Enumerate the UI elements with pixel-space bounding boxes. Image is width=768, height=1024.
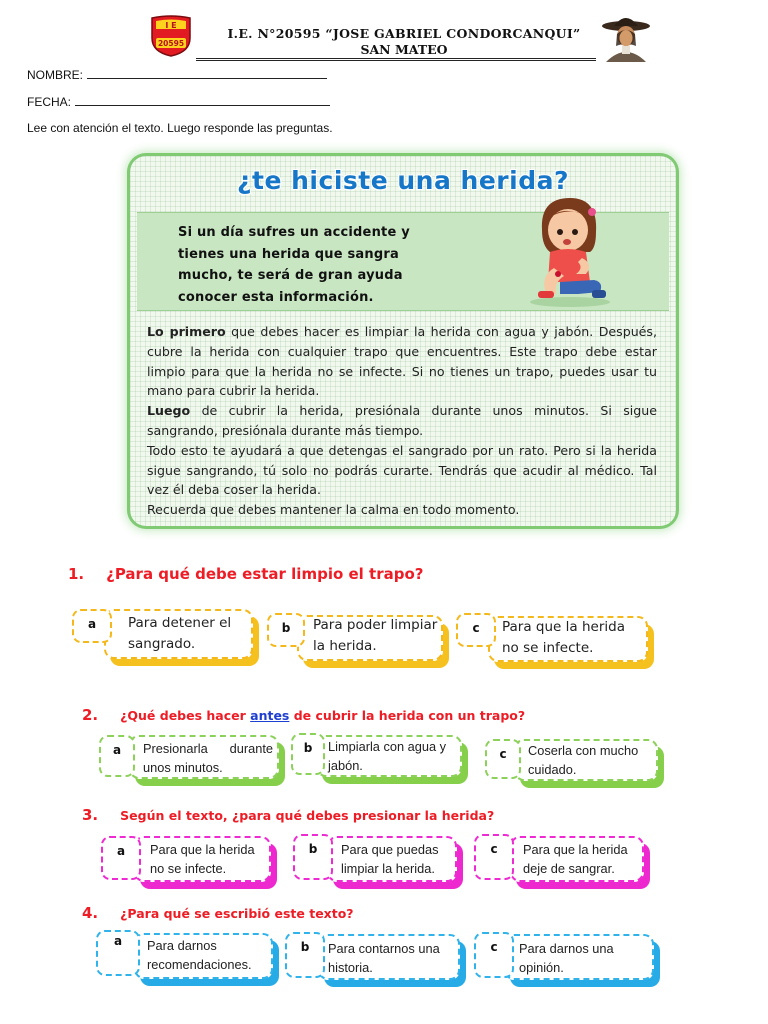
option-2c-text: Coserla con mucho cuidado. bbox=[528, 743, 639, 777]
option-letter-c: c bbox=[474, 932, 514, 978]
option-4c-text: Para darnos una opinión. bbox=[519, 941, 614, 975]
option-3b-text: Para que puedas limpiar la herida. bbox=[341, 842, 439, 876]
option-1c-text: Para que la herida no se infecte. bbox=[502, 619, 625, 656]
name-label: NOMBRE: bbox=[27, 68, 84, 82]
reading-paragraph: Todo esto te ayudará a que detengas el sangrado por un rato. Pero si la herida sigue sangrando, tú solo no podrás curarte. Tendrás que acudir al médico. Tal vez él deba coser la herida. bbox=[147, 442, 657, 498]
question-text: ¿Para qué se escribió este texto? bbox=[120, 906, 354, 921]
question-text: de cubrir la herida con un trapo? bbox=[289, 708, 526, 723]
option-letter-a: a bbox=[101, 836, 141, 880]
school-logo bbox=[146, 14, 196, 58]
svg-text:I E: I E bbox=[165, 21, 177, 30]
option-1b-text: Para poder limpiar la herida. bbox=[313, 617, 438, 654]
question-text: Según el texto, ¿para qué debes presionar la herida? bbox=[120, 808, 495, 823]
reading-paragraph bbox=[147, 401, 657, 441]
date-field[interactable] bbox=[27, 95, 330, 109]
reading-body bbox=[147, 322, 657, 520]
question-number: 3. bbox=[82, 806, 99, 824]
option-letter-a: a bbox=[72, 609, 112, 643]
question-text: ¿Qué debes hacer bbox=[120, 708, 251, 723]
option-letter-b: b bbox=[267, 613, 305, 647]
name-field[interactable] bbox=[27, 68, 327, 82]
option-letter-c: c bbox=[485, 739, 521, 779]
injured-girl-illustration bbox=[520, 190, 615, 310]
question-number: 4. bbox=[82, 904, 99, 922]
reading-title: ¿te hiciste una herida? bbox=[237, 166, 569, 195]
option-letter-b: b bbox=[293, 834, 333, 880]
tupac-amaru-portrait bbox=[596, 12, 656, 62]
school-location: SAN MATEO bbox=[360, 42, 448, 57]
reading-text: que debes hacer es limpiar la herida con agua y jabón. Después, cubre la herida con cualquier trapo que encuentres. Este trapo debe estar limpio para que la herida no se infecte. Si no tienes un trapo, puedes usar tu mano para cubrir la herida. bbox=[147, 324, 657, 399]
question-2 bbox=[82, 706, 525, 724]
question-1 bbox=[68, 565, 423, 583]
option-2a-text: Presionarla durante unos minutos. bbox=[143, 741, 273, 775]
name-line[interactable] bbox=[87, 68, 327, 79]
reading-bold: Luego bbox=[147, 403, 191, 419]
option-4a-text: Para darnos recomendaciones. bbox=[147, 938, 252, 972]
option-3a-text: Para que la herida no se infecte. bbox=[150, 842, 255, 876]
reading-intro: Si un día sufres un accidente y tienes una herida que sangra mucho, te será de gran ayuda conocer esta información. bbox=[178, 225, 410, 305]
option-letter-c: c bbox=[456, 613, 496, 647]
reading-paragraph: Recuerda que debes mantener la calma en todo momento. bbox=[147, 502, 520, 518]
question-3 bbox=[82, 806, 494, 824]
school-name: I.E. N°20595 “JOSE GABRIEL CONDORCANQUI” bbox=[227, 26, 581, 41]
option-4b-text: Para contarnos una historia. bbox=[328, 941, 440, 975]
option-letter-c: c bbox=[474, 834, 514, 880]
option-3c-text: Para que la herida deje de sangrar. bbox=[523, 842, 628, 876]
date-line[interactable] bbox=[75, 95, 330, 106]
option-1a-text: Para detener el sangrado. bbox=[128, 615, 232, 652]
option-letter-b: b bbox=[291, 733, 325, 775]
question-number: 2. bbox=[82, 706, 99, 724]
option-letter-a: a bbox=[99, 735, 135, 777]
reading-bold: Lo primero bbox=[147, 324, 226, 339]
instructions: Lee con atención el texto. Luego responde las preguntas. bbox=[27, 121, 333, 135]
reading-text: de cubrir la herida, presiónala durante unos minutos. Si sigue sangrando, presiónala durante más tiempo. bbox=[147, 403, 657, 438]
option-letter-b: b bbox=[285, 932, 325, 978]
svg-text:20595: 20595 bbox=[157, 39, 185, 48]
question-4 bbox=[82, 904, 354, 922]
option-2b-text: Limpiarla con agua y jabón. bbox=[328, 739, 447, 773]
option-letter-a: a bbox=[96, 930, 140, 976]
question-text: ¿Para qué debe estar limpio el trapo? bbox=[106, 565, 424, 583]
header-divider bbox=[196, 58, 596, 61]
question-number: 1. bbox=[68, 565, 85, 583]
question-underlined-word: antes bbox=[250, 708, 290, 723]
reading-paragraph bbox=[147, 322, 657, 401]
date-label: FECHA: bbox=[27, 95, 72, 109]
